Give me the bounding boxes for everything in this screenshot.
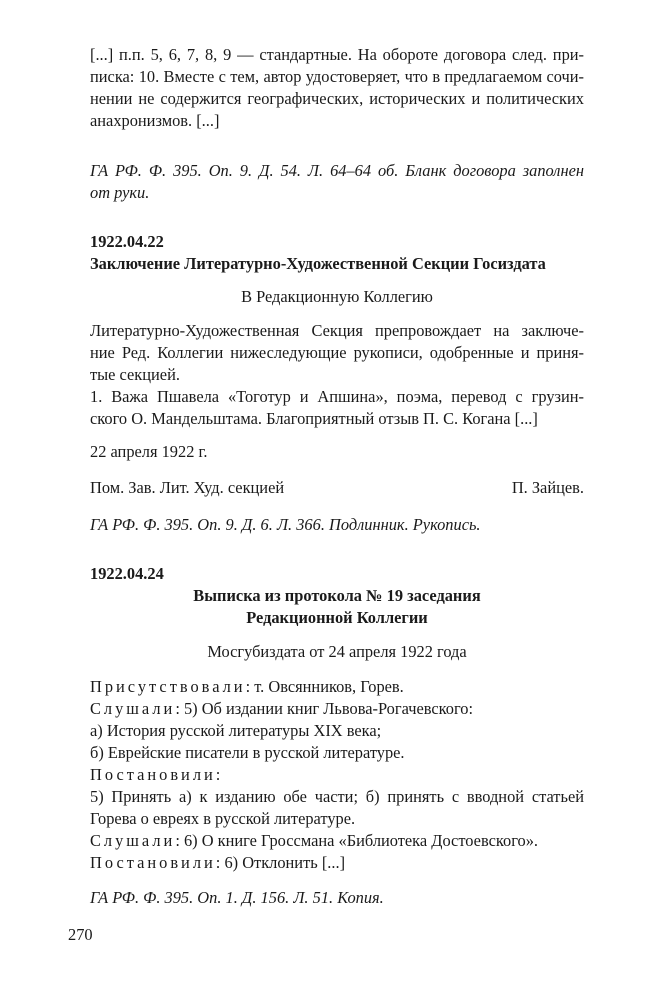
body-line: ского О. Мандельштама. Благоприятный отзыв П. С. Когана [...] [90, 409, 538, 428]
doc2-title-line2: Редакционной Коллегии [246, 608, 428, 627]
item-a: а) История русской литературы XIX века; [90, 721, 382, 740]
signer-name: П. Зайцев. [511, 478, 584, 497]
heard2-text: : 6) О книге Гроссмана «Библиотека Достоевского». [175, 831, 538, 850]
source-line: от руки. [90, 183, 150, 202]
heard2-label: Слушали [90, 831, 176, 850]
body-line: 1. Важа Пшавела «Тоготур и Апшина», поэма, перевод с грузин- [90, 387, 584, 406]
intro-line: нении не содержится географических, исторических и политических [90, 89, 584, 108]
intro-line: анахронизмов. [...] [90, 111, 220, 130]
doc2-title-line1: Выписка из протокола № 19 заседания [193, 586, 481, 605]
intro-line: [...] п.п. 5, 6, 7, 8, 9 — стандартные. На обороте договора след. при- [90, 45, 584, 64]
page-number: 270 [68, 925, 93, 944]
signer-role: Пом. Зав. Лит. Худ. секцией [90, 478, 285, 497]
doc1-date: 1922.04.22 [90, 232, 164, 251]
doc1-title: Заключение Литературно-Художественной Секции Госиздата [90, 254, 546, 273]
present-line [90, 676, 404, 698]
item-b: б) Еврейские писатели в русской литературе. [90, 743, 405, 762]
resolved1-header [90, 764, 220, 786]
doc2-date: 1922.04.24 [90, 564, 164, 583]
heard1-text: : 5) Об издании книг Львова-Рогачевского: [175, 699, 474, 718]
doc1-signed-date: 22 апреля 1922 г. [90, 442, 208, 461]
resolved1-colon: : [215, 765, 221, 784]
source-line: ГА РФ. Ф. 395. Оп. 9. Д. 54. Л. 64–64 об. Бланк договора заполнен [90, 161, 584, 180]
heard1-label: Слушали [90, 699, 176, 718]
resolved1-line2: Горева о евреях в русской литературе. [90, 809, 356, 828]
resolved1-line1: 5) Принять а) к изданию обе части; б) принять с вводной статьей [90, 787, 584, 806]
doc1-addressee: В Редакционную Коллегию [241, 287, 433, 306]
resolved2-line [90, 852, 345, 874]
resolved2-label: Постановили [90, 853, 216, 872]
body-line: ние Ред. Коллегии нижеследующие рукописи, одобренные и приня- [90, 343, 584, 362]
body-line: Литературно-Художественная Секция препровождает на заключе- [90, 321, 584, 340]
heard1-line [90, 698, 473, 720]
doc2-source: ГА РФ. Ф. 395. Оп. 1. Д. 156. Л. 51. Копия. [90, 888, 384, 907]
intro-line: писка: 10. Вместе с тем, автор удостоверяет, что в предлагаемом сочи- [90, 67, 584, 86]
resolved2-text: : 6) Отклонить [...] [215, 853, 346, 872]
present-label: Присутствовали [90, 677, 246, 696]
present-text: : т. Овсянников, Горев. [245, 677, 404, 696]
resolved1-label: Постановили [90, 765, 216, 784]
doc1-signature-row [90, 477, 584, 499]
doc2-subtitle: Мосгубиздата от 24 апреля 1922 года [207, 642, 467, 661]
doc1-source: ГА РФ. Ф. 395. Оп. 9. Д. 6. Л. 366. Подлинник. Рукопись. [90, 515, 481, 534]
heard2-line [90, 830, 538, 852]
body-line: тые секцией. [90, 365, 180, 384]
